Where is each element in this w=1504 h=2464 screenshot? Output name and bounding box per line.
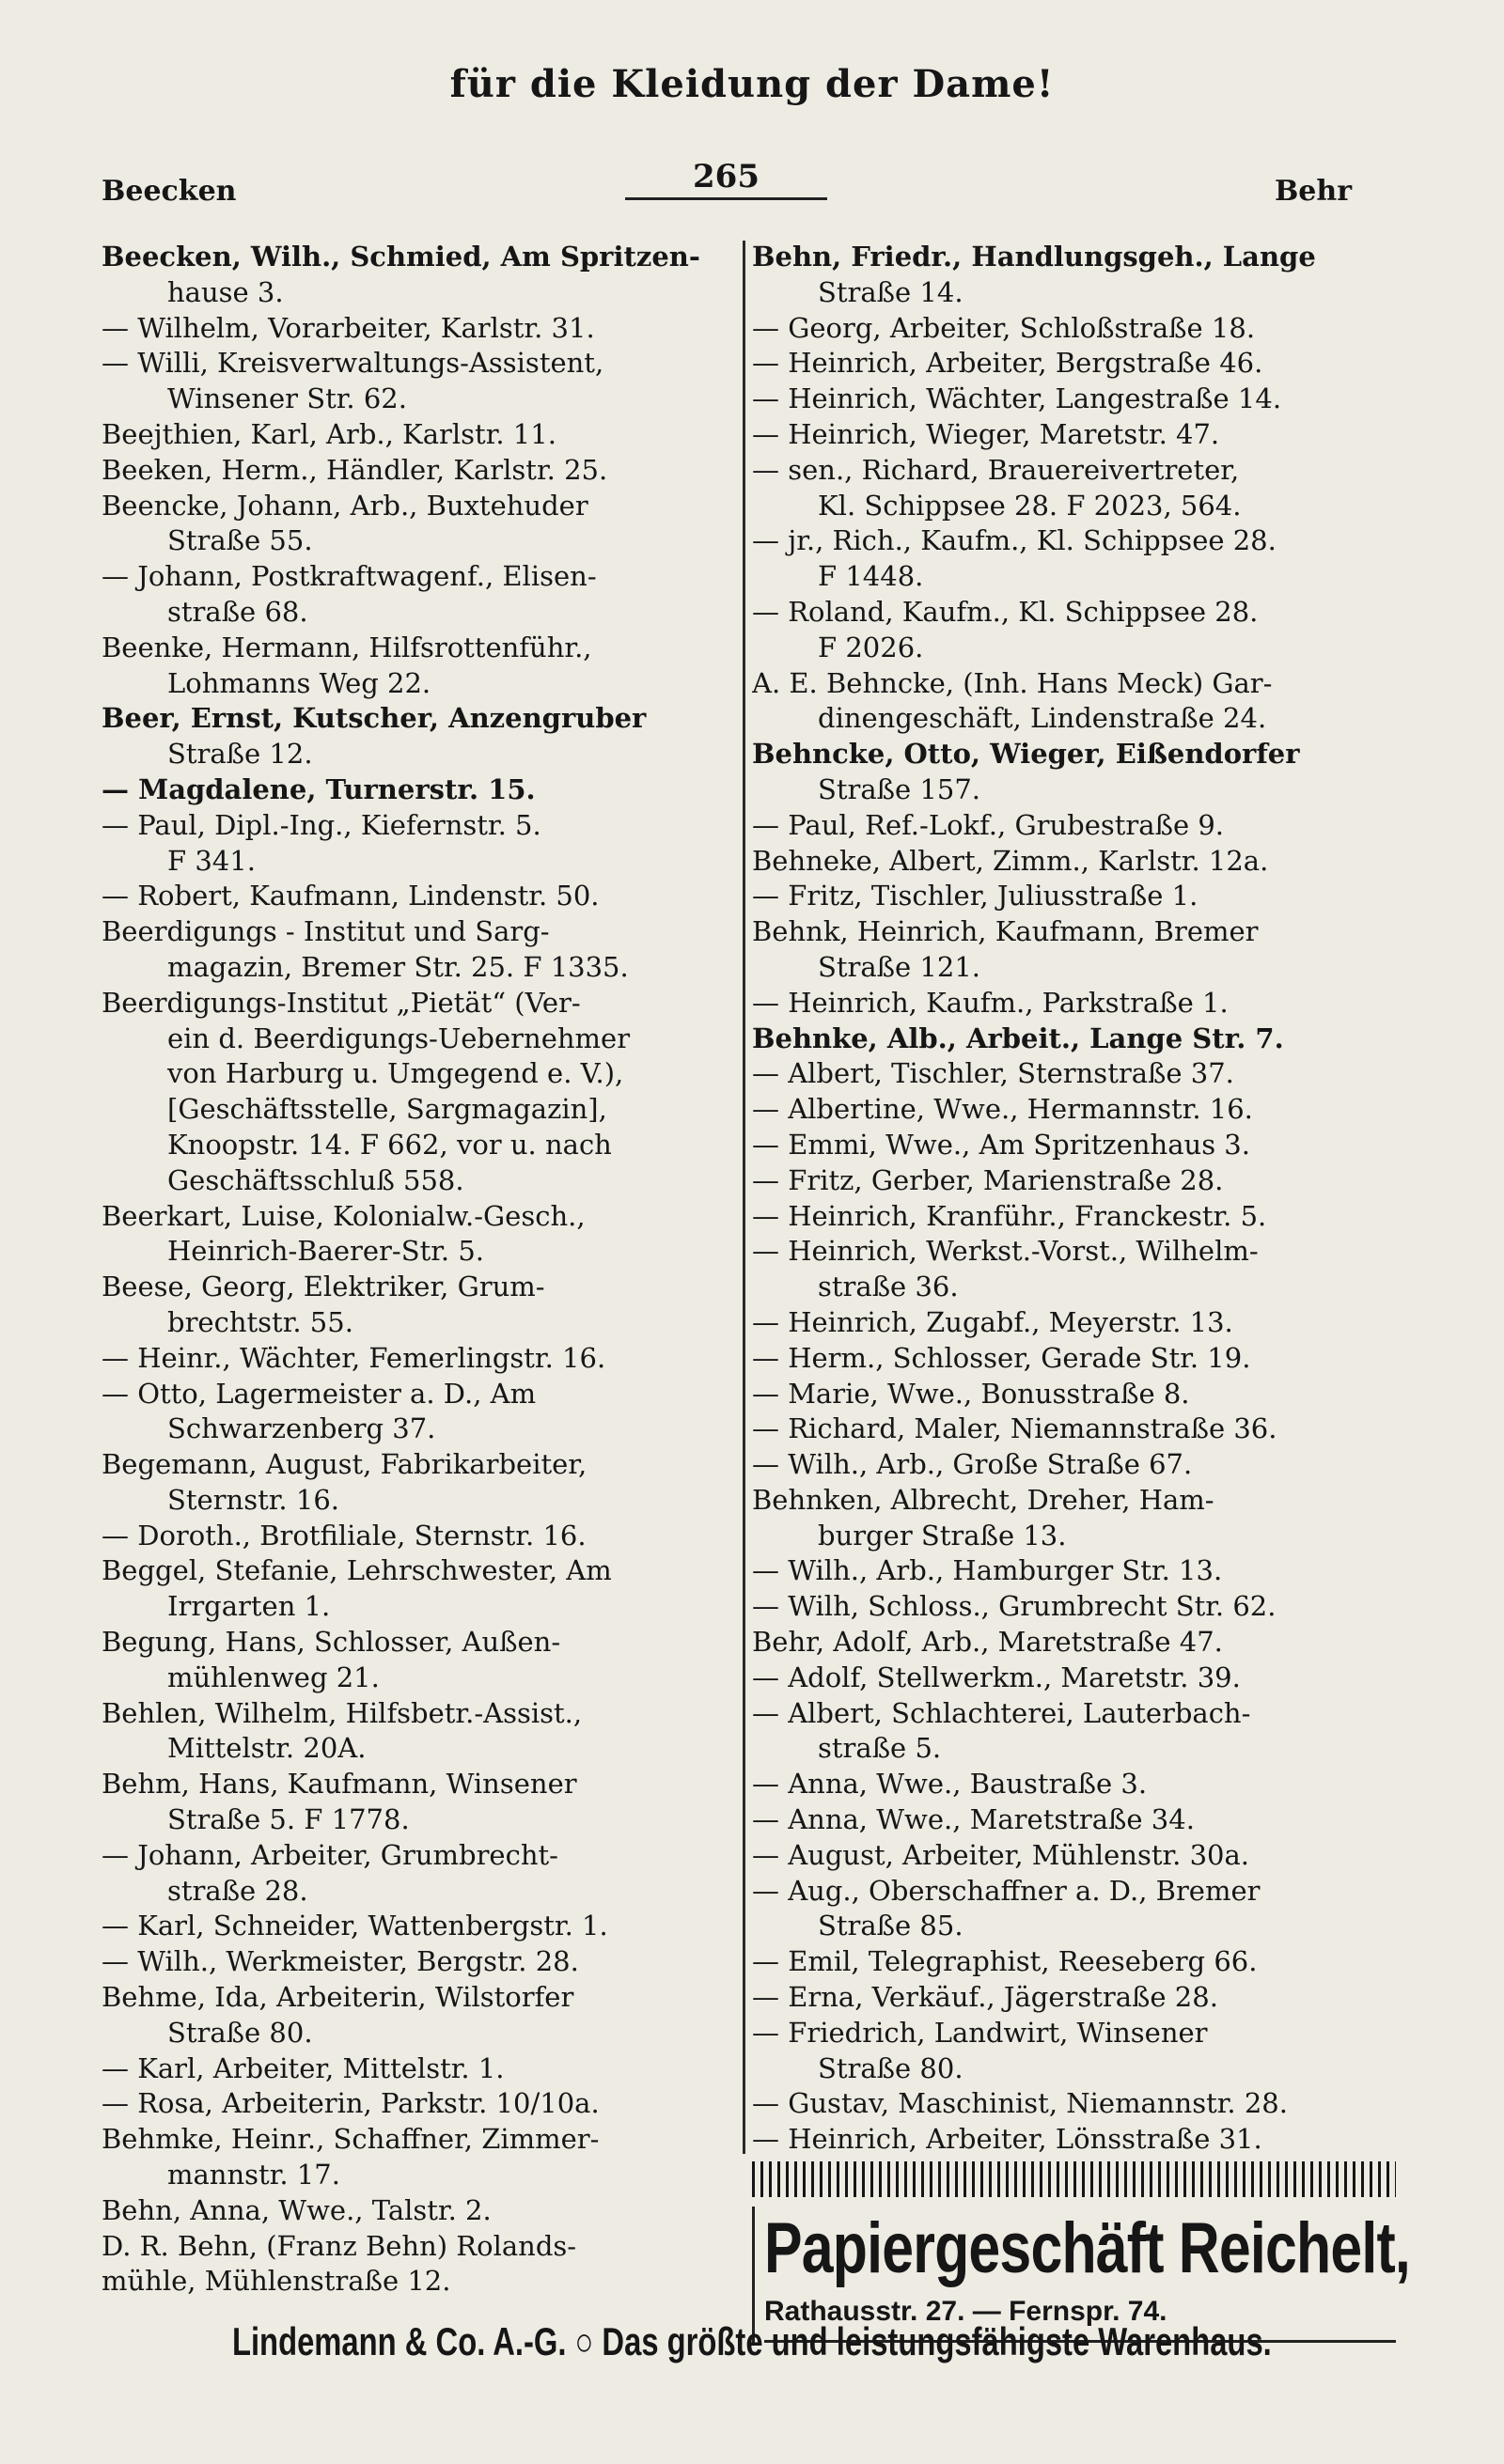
directory-entry-line: [Geschäftsstelle, Sargmagazin], [167,1093,607,1126]
running-head-left: Beecken [102,175,237,208]
directory-entry-line: F 341. [167,844,256,877]
directory-entry-line: — Wilh, Schloss., Grumbrecht Str. 62. [752,1590,1277,1623]
directory-entry-line: — Robert, Kaufmann, Lindenstr. 50. [102,880,600,912]
directory-entry-line: von Harburg u. Umgegend e. V.), [167,1057,624,1090]
directory-entry-line: Winsener Str. 62. [167,382,407,415]
directory-entry-line: Beenke, Hermann, Hilfsrottenführ., [102,631,592,663]
directory-entry-line: — Adolf, Stellwerkm., Maretstr. 39. [752,1661,1241,1693]
directory-entry-line: Beerdigungs - Institut und Sarg- [102,915,550,948]
top-banner-ad: für die Kleidung der Dame! [449,62,1055,106]
directory-entry-line: Behneke, Albert, Zimm., Karlstr. 12a. [752,844,1269,877]
left-column [102,240,731,2300]
directory-entry-line: — Johann, Postkraftwagenf., Elisen- [102,560,597,593]
directory-entry-line: Behnke, Alb., Arbeit., Lange Str. 7. [752,1021,1284,1054]
directory-entry-line: — Erna, Verkäuf., Jägerstraße 28. [752,1981,1218,2014]
directory-entry-line: Behlen, Wilhelm, Hilfsbetr.-Assist., [102,1696,583,1729]
directory-entry-line: dinengeschäft, Lindenstraße 24. [818,702,1267,735]
directory-entry-line: Straße 85. [818,1910,964,1942]
directory-entry-line: Straße 12. [167,738,313,771]
directory-entry-line: — Heinrich, Wächter, Langestraße 14. [752,382,1282,415]
directory-entry-line: — Friedrich, Landwirt, Winsener [752,2016,1208,2049]
directory-entry-line: magazin, Bremer Str. 25. F 1335. [167,950,629,983]
directory-entry-line: — Albert, Tischler, Sternstraße 37. [752,1057,1234,1090]
directory-entry-line: burger Straße 13. [818,1519,1067,1552]
directory-entry-line: Beejthien, Karl, Arb., Karlstr. 11. [102,417,556,450]
directory-entry-line: Behme, Ida, Arbeiterin, Wilstorfer [102,1981,574,2014]
directory-entry-line: Straße 55. [167,524,313,557]
directory-entry-line: — Magdalene, Turnerstr. 15. [102,772,536,805]
directory-entry-line: mühle, Mühlenstraße 12. [102,2265,451,2298]
directory-entry-line: Heinrich-Baerer-Str. 5. [167,1235,485,1268]
directory-entry-line: Kl. Schippsee 28. F 2023, 564. [818,489,1242,522]
directory-entry-line: — Willi, Kreisverwaltungs-Assistent, [102,347,604,380]
directory-entry-line: — Rosa, Arbeiterin, Parkstr. 10/10a. [102,2087,600,2120]
ad-title: Papiergeschäft Reichelt, [764,2208,1411,2289]
right-column [752,240,1411,2343]
directory-entry-line: — Paul, Ref.-Lokf., Grubestraße 9. [752,808,1225,841]
directory-entry-line: A. E. Behncke, (Inh. Hans Meck) Gar- [752,666,1273,699]
directory-entry-line: — Herm., Schlosser, Gerade Str. 19. [752,1341,1251,1374]
directory-entry-line: — Wilh., Werkmeister, Bergstr. 28. [102,1945,579,1978]
directory-entry-line: — Heinrich, Wieger, Maretstr. 47. [752,417,1220,450]
directory-entry-line: straße 36. [818,1271,959,1303]
directory-entry-line: Beecken, Wilh., Schmied, Am Spritzen- [102,241,700,273]
directory-entry-line: — Emil, Telegraphist, Reeseberg 66. [752,1945,1258,1978]
directory-entry-line: — Wilhelm, Vorarbeiter, Karlstr. 31. [102,311,595,344]
directory-entry-line: — Heinrich, Zugabf., Meyerstr. 13. [752,1305,1233,1338]
footer-ad [0,2319,1504,2364]
directory-entry-line: — sen., Richard, Brauereivertreter, [752,453,1240,486]
directory-entry-line: — Doroth., Brotfiliale, Sternstr. 16. [102,1519,587,1552]
directory-entry-line: — Aug., Oberschaffner a. D., Bremer [752,1874,1261,1907]
directory-entry-line: Beer, Ernst, Kutscher, Anzengruber [102,702,647,735]
directory-entry-line: — Wilh., Arb., Hamburger Str. 13. [752,1554,1223,1587]
directory-entry-line: Begemann, August, Fabrikarbeiter, [102,1448,588,1481]
directory-entry-line: — Emmi, Wwe., Am Spritzenhaus 3. [752,1128,1250,1161]
directory-entry-line: — Karl, Arbeiter, Mittelstr. 1. [102,2051,505,2084]
directory-entry-line: straße 5. [818,1732,942,1765]
directory-entry-line: — Albert, Schlachterei, Lauterbach- [752,1696,1251,1729]
directory-entry-line: Beerkart, Luise, Kolonialw.-Gesch., [102,1199,586,1232]
directory-entry-line: Straße 14. [818,275,964,308]
footer-ad-text: Lindemann & Co. A.-G. ○ Das größte und leistungsfähigste Warenhaus. [232,2319,1272,2363]
right-column-entries [752,240,1396,2158]
directory-entry-line: — August, Arbeiter, Mühlenstr. 30a. [752,1838,1250,1871]
directory-entry-line: — Georg, Arbeiter, Schloßstraße 18. [752,311,1256,344]
directory-entry-line: Straße 157. [818,772,980,805]
directory-entry-line: Straße 121. [818,950,980,983]
directory-entry-line: — Heinrich, Arbeiter, Bergstraße 46. [752,347,1263,380]
directory-entry-line: Mittelstr. 20A. [167,1732,367,1765]
directory-entry-line: Begung, Hans, Schlosser, Außen- [102,1626,561,1659]
directory-entry-line: Schwarzenberg 37. [167,1412,436,1445]
directory-entry-line: Behnken, Albrecht, Dreher, Ham- [752,1483,1214,1516]
directory-entry-line: mannstr. 17. [167,2159,340,2191]
directory-entry-line: Beggel, Stefanie, Lehrschwester, Am [102,1554,612,1587]
directory-entry-line: Sternstr. 16. [167,1483,339,1516]
directory-entry-line: ein d. Beerdigungs-Uebernehmer [167,1021,631,1054]
directory-entry-line: F 1448. [818,560,924,593]
directory-entry-line: Knoopstr. 14. F 662, vor u. nach [167,1128,612,1161]
directory-entry-line: Straße 5. F 1778. [167,1803,410,1836]
directory-entry-line: straße 28. [167,1874,308,1907]
directory-entry-line: straße 68. [167,595,308,628]
directory-entry-line: — Richard, Maler, Niemannstraße 36. [752,1412,1277,1445]
directory-entry-line: — Heinrich, Arbeiter, Lönsstraße 31. [752,2123,1262,2156]
directory-entry-line: Lohmanns Weg 22. [167,666,431,699]
directory-entry-line: Straße 80. [167,2016,313,2049]
directory-entry-line: F 2026. [818,631,924,663]
directory-entry-line: Geschäftsschluß 558. [167,1163,464,1196]
directory-entry-line: Behncke, Otto, Wieger, Eißendorfer [752,738,1300,771]
directory-entry-line: Behm, Hans, Kaufmann, Winsener [102,1768,577,1801]
directory-entry-line: Beese, Georg, Elektriker, Grum- [102,1271,545,1303]
directory-entry-line: Behnk, Heinrich, Kaufmann, Bremer [752,915,1259,948]
directory-entry-line: mühlenweg 21. [167,1661,380,1693]
directory-entry-line: Behn, Friedr., Handlungsgeh., Lange [752,241,1316,273]
directory-entry-line: — Heinrich, Kranführ., Franckestr. 5. [752,1199,1267,1232]
directory-entry-line: — Fritz, Gerber, Marienstraße 28. [752,1163,1224,1196]
directory-entry-line: Behr, Adolf, Arb., Maretstraße 47. [752,1626,1223,1659]
directory-entry-line: — Gustav, Maschinist, Niemannstr. 28. [752,2087,1288,2120]
directory-entry-line: hause 3. [167,275,284,308]
column-divider [743,241,745,2154]
directory-entry-line: — Paul, Dipl.-Ing., Kiefernstr. 5. [102,808,541,841]
directory-entry-line: — Johann, Arbeiter, Grumbrecht- [102,1838,558,1871]
directory-entry-line: D. R. Behn, (Franz Behn) Rolands- [102,2229,577,2262]
directory-entry-line: brechtstr. 55. [167,1305,353,1338]
directory-entry-line: — Anna, Wwe., Maretstraße 34. [752,1803,1195,1836]
directory-entry-line: — Wilh., Arb., Große Straße 67. [752,1448,1193,1481]
directory-entry-line: Beeken, Herm., Händler, Karlstr. 25. [102,453,608,486]
directory-entry-line: — Anna, Wwe., Baustraße 3. [752,1768,1148,1801]
directory-entry-line: Beerdigungs-Institut „Pietät“ (Ver- [102,986,581,1019]
page-number: 265 [625,158,827,200]
running-head-right: Behr [1274,175,1352,208]
directory-entry-line: — Heinrich, Werkst.-Vorst., Wilhelm- [752,1235,1259,1268]
directory-entry-line: — Roland, Kaufm., Kl. Schippsee 28. [752,595,1259,628]
ad-address: Rathausstr. 27. — Fernspr. 74. [764,2291,1396,2343]
directory-entry-line: Beencke, Johann, Arb., Buxtehuder [102,489,588,522]
directory-entry-line: — Karl, Schneider, Wattenbergstr. 1. [102,1910,608,1942]
directory-entry-line: — Fritz, Tischler, Juliusstraße 1. [752,880,1198,912]
directory-entry-line: Straße 80. [818,2051,964,2084]
directory-entry-line: — Marie, Wwe., Bonusstraße 8. [752,1377,1190,1410]
directory-entry-line: — Heinr., Wächter, Femerlingstr. 16. [102,1341,606,1374]
directory-entry-line: Behn, Anna, Wwe., Talstr. 2. [102,2193,492,2226]
directory-entry-line: — Heinrich, Kaufm., Parkstraße 1. [752,986,1229,1019]
directory-entry-line: — Albertine, Wwe., Hermannstr. 16. [752,1093,1253,1126]
directory-entry-line: Irrgarten 1. [167,1590,331,1623]
ad-decorative-rule [752,2161,1396,2197]
directory-entry-line: — Otto, Lagermeister a. D., Am [102,1377,537,1410]
directory-entry-line: Behmke, Heinr., Schaffner, Zimmer- [102,2123,600,2156]
directory-entry-line: — jr., Rich., Kaufm., Kl. Schippsee 28. [752,524,1277,557]
